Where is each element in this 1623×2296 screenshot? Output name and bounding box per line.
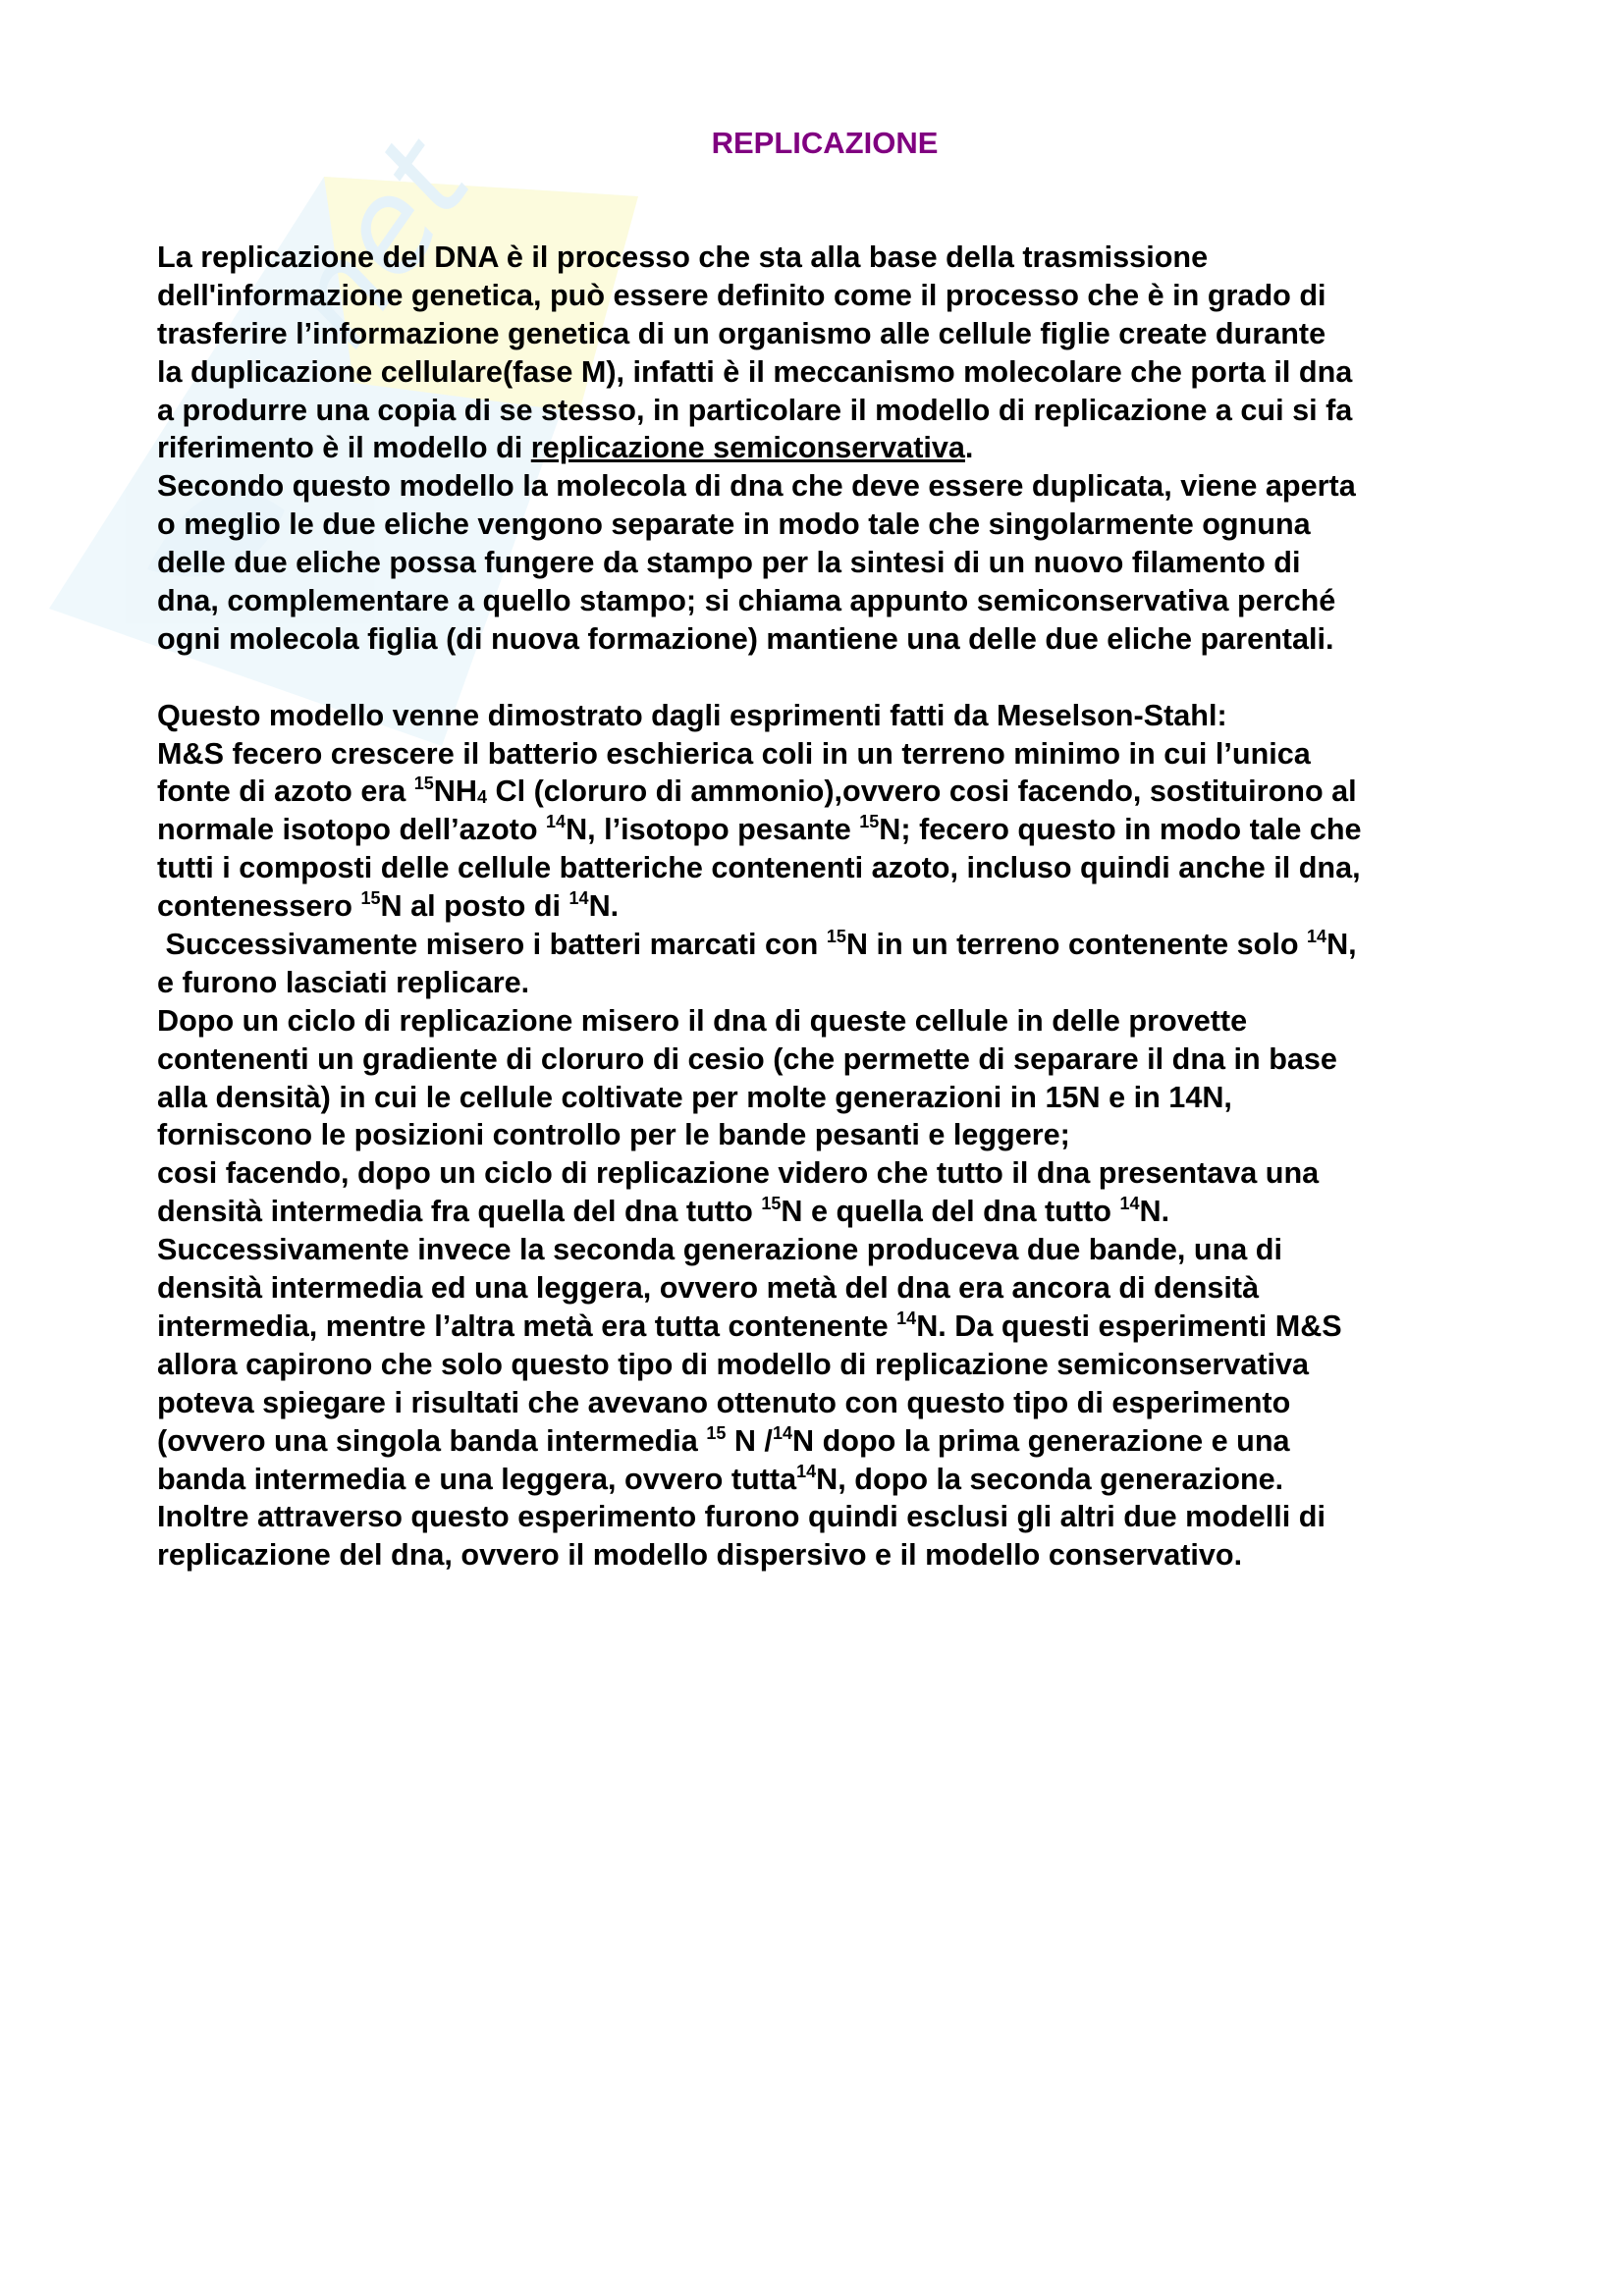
text-line: tutti i composti delle cellule batteriche contenenti azoto, incluso quindi anche il dna,: [157, 851, 1361, 885]
text-run: fonte di azoto era: [157, 774, 414, 809]
text-line: delle due eliche possa fungere da stampo per la sintesi di un nuovo filamento di: [157, 546, 1301, 580]
superscript: 14: [772, 1422, 792, 1443]
text-run: N e quella del dna tutto: [781, 1195, 1120, 1229]
document-title: REPLICAZIONE: [711, 126, 939, 160]
text-line: Dopo un ciclo di replicazione misero il dna di queste cellule in delle provette: [157, 1003, 1248, 1038]
text-line: [157, 887, 1512, 926]
text-run: N,: [1326, 928, 1357, 962]
text-run: .: [964, 431, 974, 465]
text-line: dell'informazione genetica, può essere definito come il processo che è in grado di: [157, 278, 1326, 312]
text-run: densità intermedia fra quella del dna tutto: [157, 1195, 762, 1229]
text-run: N in un terreno contenente solo: [845, 928, 1308, 962]
text-line: allora capirono che solo questo tipo di modello di replicazione semiconservativa: [157, 1347, 1310, 1381]
superscript: 15: [761, 1194, 782, 1214]
text-line: Questo modello venne dimostrato dagli esprimenti fatti da Meselson-Stahl:: [157, 698, 1227, 732]
superscript: 15: [360, 888, 381, 909]
superscript: 14: [1307, 927, 1327, 947]
superscript: 15: [859, 812, 880, 832]
text-run: riferimento è il modello di: [157, 431, 531, 465]
text-line: forniscono le posizioni controllo per le bande pesanti e leggere;: [157, 1118, 1070, 1152]
text-run: N al posto di: [380, 889, 569, 924]
text-run: Cl (cloruro di ammonio),ovvero cosi facendo, sostituirono al: [487, 774, 1357, 809]
text-run: N.: [1139, 1195, 1170, 1229]
document-body: [157, 239, 1512, 1575]
subscript: 4: [477, 787, 488, 808]
text-line: o meglio le due eliche vengono separate in modo tale che singolarmente ognuna: [157, 507, 1311, 542]
paragraph-gap: [157, 659, 1512, 697]
text-run: N, dopo la seconda generazione.: [816, 1462, 1284, 1496]
text-run: banda intermedia e una leggera, ovvero tutta: [157, 1462, 797, 1496]
text-line: Successivamente invece la seconda generazione produceva due bande, una di: [157, 1233, 1282, 1267]
text-run: N; fecero questo in modo tale che: [879, 813, 1362, 847]
text-line: dna, complementare a quello stampo; si chiama appunto semiconservativa perché: [157, 584, 1336, 618]
text-line: trasferire l’informazione genetica di un organismo alle cellule figlie create durante: [157, 316, 1326, 350]
text-line: M&S fecero crescere il batterio eschierica coli in un terreno minimo in cui l’unica: [157, 736, 1311, 771]
underlined-term: replicazione semiconservativa: [530, 431, 965, 465]
text-line: [157, 1308, 1512, 1346]
text-line: [157, 1193, 1512, 1231]
text-line: replicazione del dna, ovvero il modello dispersivo e il modello conservativo.: [157, 1538, 1243, 1573]
text-line: Inoltre attraverso questo esperimento furono quindi esclusi gli altri due modelli di: [157, 1500, 1325, 1534]
text-line: [157, 926, 1512, 964]
text-run: (ovvero una singola banda intermedia: [157, 1423, 707, 1458]
text-line: [157, 773, 1512, 811]
text-line: la duplicazione cellulare(fase M), infatti è il meccanismo molecolare che porta il dna: [157, 354, 1353, 389]
superscript: 14: [568, 888, 589, 909]
text-line: e furono lasciati replicare.: [157, 965, 530, 999]
superscript: 15: [706, 1422, 727, 1443]
text-line: [157, 1461, 1512, 1499]
text-run: contenessero: [157, 889, 361, 924]
text-line: poteva spiegare i risultati che avevano ottenuto con questo tipo di esperimento: [157, 1385, 1291, 1419]
svg-text:net: net: [255, 113, 499, 371]
superscript: 14: [896, 1308, 917, 1328]
text-line: Secondo questo modello la molecola di dna che deve essere duplicata, viene aperta: [157, 469, 1356, 504]
text-run: N dopo la prima generazione e una: [791, 1423, 1290, 1458]
text-run: N, l’isotopo pesante: [566, 813, 860, 847]
superscript: 15: [413, 774, 434, 794]
text-run: N /: [726, 1423, 773, 1458]
text-run: normale isotopo dell’azoto: [157, 813, 547, 847]
superscript: 14: [546, 812, 567, 832]
text-line: [157, 429, 1512, 467]
text-line: [157, 1422, 1512, 1461]
text-line: ogni molecola figlia (di nuova formazione) mantiene una delle due eliche parentali.: [157, 621, 1334, 656]
text-run: Successivamente misero i batteri marcati con: [157, 928, 827, 962]
text-run: NH: [433, 774, 477, 809]
text-line: cosi facendo, dopo un ciclo di replicazione videro che tutto il dna presentava una: [157, 1156, 1320, 1191]
superscript: 14: [796, 1461, 817, 1481]
text-run: N. Da questi esperimenti M&S: [916, 1308, 1342, 1343]
superscript: 14: [1119, 1194, 1140, 1214]
text-run: N.: [588, 889, 620, 924]
text-line: alla densità) in cui le cellule coltivate per molte generazioni in 15N e in 14N,: [157, 1080, 1232, 1114]
text-line: densità intermedia ed una leggera, ovvero metà del dna era ancora di densità: [157, 1271, 1260, 1306]
text-line: [157, 811, 1512, 849]
text-line: La replicazione del DNA è il processo che sta alla base della trasmissione: [157, 240, 1209, 274]
text-line: a produrre una copia di se stesso, in particolare il modello di replicazione a cui si fa: [157, 393, 1353, 427]
text-run: intermedia, mentre l’altra metà era tutta contenente: [157, 1308, 897, 1343]
text-line: contenenti un gradiente di cloruro di cesio (che permette di separare il dna in base: [157, 1041, 1337, 1076]
superscript: 15: [826, 927, 846, 947]
